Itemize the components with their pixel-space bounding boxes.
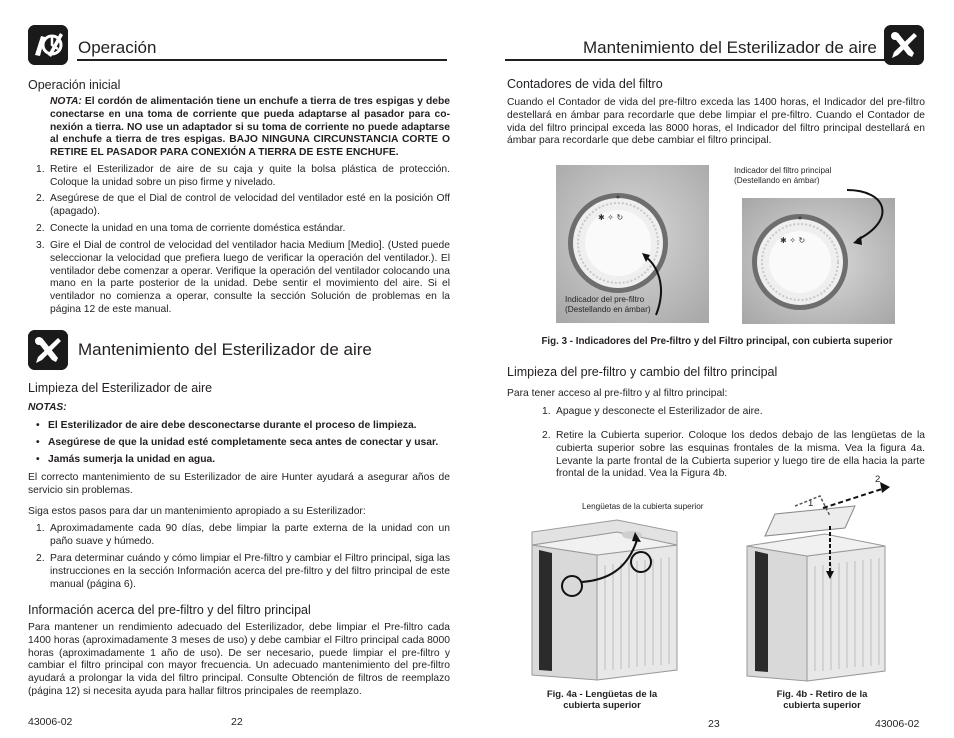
list-item: 1. Retire el Esterilizador de aire de su caja y quite la bolsa plástica de protección. Coloque la unidad sobre un piso firme y nivelado. [36, 164, 450, 188]
label-prefiltro-line1: Indicador del pre-filtro [565, 295, 645, 304]
list-item: 2. Retire la Cubierta superior. Coloque los dedos debajo de las lengüetas de la cubierta superior sobre las esquinas frontales de la misma. Vea la figura 4a. Levante la parte frontal de la Cubierta superior y luego tire de ella hacia la parte frontal de la unidad. Vea la Figura 4b. [542, 430, 925, 480]
header-rule [77, 59, 447, 61]
tools-icon [884, 25, 924, 65]
list-item: 1. Aproximadamente cada 90 días, debe limpiar la parte externa de la unidad con un paño suave y húmedo. [36, 523, 450, 547]
list-item: 1. Apague y desconecte el Esterilizador de aire. [542, 406, 763, 417]
paragraph-contadores: Cuando el Contador de vida del pre-filtro exceda las 1400 horas, el Indicador del pre-filtro destellará en ámbar para recordarle que debe limpiar el pre-filtro. Cuando el Contador de vida del filtro principal exceda las 8000 horas, el Indicador del filtro principal destellará en ámbar para recordarle que debe cambiar el filtro principal. [507, 97, 925, 147]
svg-text:✱ ✧ ↻: ✱ ✧ ↻ [780, 236, 806, 245]
list-item: • El Esterilizador de aire debe desconectarse durante el proceso de limpieza. [36, 420, 417, 431]
footer-code: 43006-02 [28, 716, 73, 728]
operation-icon [28, 25, 68, 65]
fig3-caption: Fig. 3 - Indicadores del Pre-filtro y del Filtro principal, con cubierta superior [541, 336, 893, 347]
paragraph-pasos: Siga estos pasos para dar un mantenimiento apropiado a su Esterilizador: [28, 506, 366, 517]
footer-code: 43006-02 [875, 718, 920, 730]
footer-page-number: 23 [708, 718, 720, 730]
fig4a-caption: Fig. 4a - Lengüetas de la cubierta superior [546, 689, 658, 711]
fig4a-illustration [517, 510, 717, 685]
fig4b-illustration [735, 476, 920, 686]
paragraph-informacion: Para mantener un rendimiento adecuado del Esterilizador, debe limpiar el Pre-filtro cada 1400 horas (aproximadamente 3 meses de uso) y debe cambiar el Filtro principal cada 8000 horas (aproximadamente 1 año de uso). De ser necesario, puede limpiar el pre-filtro y cambiar el filtro principal con mayor frecuencia. Un adecuado mantenimiento del pre-filtro ayudará a prolongar la vida del filtro principal. Consulte Obtención de filtros de reemplazo (página 12) si necesita ayuda para hallar filtros principales de reemplazo. [28, 622, 450, 697]
list-item: 2. Asegúrese de que el Dial de control de velocidad del ventilador esté en la posición Off (apagado). [36, 193, 450, 217]
note-ground-plug [50, 96, 450, 160]
list-item: 3. Gire el Dial de control de velocidad del ventilador hacia Medium [Medio]. (Usted puede seleccionar la velocidad que prefiera luego de verificar la operación del ventilador.). El ventilador debe comenzar a operar. Verifique la operación del ventilador colocando una mano en la parte posterior de la unidad. Debe sentir el movimiento del aire. Si el ventilador no comienza a operar, consulte la sección Solución de problemas en la página 12 de este manual. [36, 240, 450, 315]
tools-icon [28, 330, 68, 370]
label-principal-line1: Indicador del filtro principal [734, 166, 832, 175]
page-title-mantenimiento: Mantenimiento del Esterilizador de aire [583, 38, 877, 57]
paragraph-correcto: El correcto mantenimiento de su Esterilizador de aire Hunter ayudará a asegurar años de servicio sin problemas. [28, 472, 450, 496]
footer-page-number: 22 [231, 716, 243, 728]
heading-limpieza-cambio: Limpieza del pre-filtro y cambio del filtro principal [507, 365, 778, 379]
step-number-1: 1 [808, 498, 814, 509]
notes-label: NOTAS: [28, 402, 67, 413]
section-title-mantenimiento: Mantenimiento del Esterilizador de aire [78, 340, 372, 359]
heading-contadores: Contadores de vida del filtro [507, 77, 663, 91]
page-title-operacion: Operación [78, 38, 157, 57]
label-tabs: Lengüetas de la cubierta superior [582, 502, 704, 511]
note-label: NOTA: [50, 96, 82, 107]
heading-informacion: Información acerca del pre-filtro y del filtro principal [28, 603, 311, 617]
right-page [477, 0, 954, 738]
label-principal-line2: (Destellando en ámbar) [734, 176, 820, 185]
note-text: El cordón de alimentación tiene un enchufe a tierra de tres espigas y debe conectarse en una toma de corriente que pueda adaptarse al pasador para co-nexión a tierra. NO use un adaptador si su toma de corriente no puede adaptarse al enchufe a tierra de tres espigas. BAJO NINGUNA CIRCUNSTANCIA CORTE O RETIRE EL PASADOR PARA CONEXIÓN A TIERRA DE ESTE ENCHUFE. [50, 96, 450, 159]
heading-operacion-inicial: Operación inicial [28, 78, 121, 92]
list-item: • Asegúrese de que la unidad esté completamente seca antes de conectar y usar. [36, 437, 439, 448]
heading-limpieza: Limpieza del Esterilizador de aire [28, 381, 213, 395]
list-item: • Jamás sumerja la unidad en agua. [36, 454, 216, 465]
svg-text:✱ ✧ ↻: ✱ ✧ ↻ [598, 213, 624, 222]
step-number-2: 2 [875, 474, 881, 485]
header-rule [505, 59, 887, 61]
fig4b-caption: Fig. 4b - Retiro de la cubierta superior [776, 689, 868, 711]
list-item: 2. Conecte la unidad en una toma de corriente doméstica estándar. [36, 223, 346, 234]
list-item: 2. Para determinar cuándo y cómo limpiar el Pre-filtro y cambiar el Filtro principal, siga las instrucciones en la sección Información acerca del pre-filtro y del filtro principal de este manual (página 6). [36, 553, 450, 590]
label-prefiltro-line2: (Destellando en ámbar) [565, 305, 651, 314]
paragraph-acceso: Para tener acceso al pre-filtro y al filtro principal: [507, 388, 728, 399]
